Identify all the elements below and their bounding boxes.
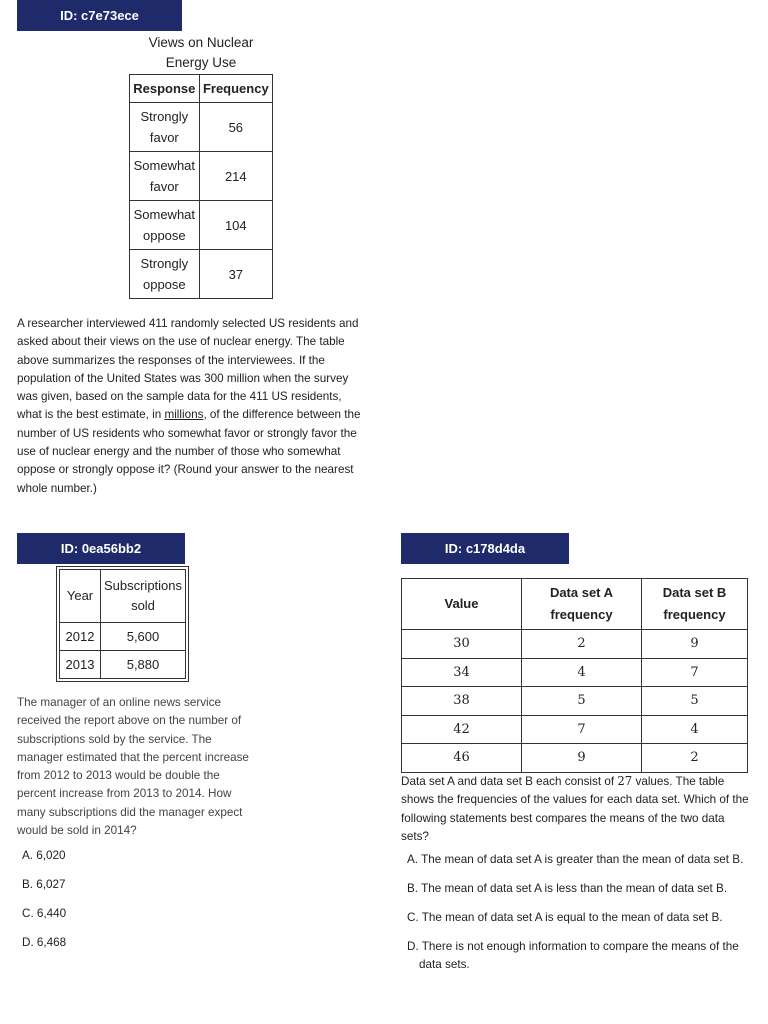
column-header: Subscriptions sold [101, 570, 186, 623]
sold-cell: 5,600 [101, 623, 186, 651]
value-cell: 38 [402, 687, 522, 716]
subscriptions-table [59, 569, 186, 679]
answer-choice-d[interactable]: D. There is not enough information to compare the means of the data sets. [407, 940, 739, 971]
inline-number: 27 [617, 774, 633, 788]
answer-choice-a[interactable]: A. The mean of data set A is greater than the mean of data set B. [407, 853, 744, 866]
column-header: Frequency [199, 75, 272, 103]
table-row [402, 744, 748, 773]
freq-a-cell: 7 [522, 715, 642, 744]
table-title [128, 33, 274, 73]
nuclear-views-table [129, 74, 273, 299]
column-header: Data set B frequency [642, 579, 748, 630]
freq-a-cell: 2 [522, 630, 642, 659]
table-row [130, 201, 273, 250]
question-id-badge: ID: c178d4da [401, 533, 569, 564]
column-header: Year [60, 570, 101, 623]
answer-choice-c[interactable]: C. 6,440 [22, 907, 67, 920]
frequency-cell: 214 [199, 152, 272, 201]
freq-b-cell: 4 [642, 715, 748, 744]
question-text: The manager of an online news service received the report above on the number of subscriptions sold by the service. The manager estimated that the percent increase from 2012 to 2013 would be double the percent increase from 2013 to 2014. How many subscriptions did the manager expect would be sold in 2014? [17, 696, 249, 838]
freq-b-cell: 2 [642, 744, 748, 773]
table-row [60, 651, 186, 679]
question-text: A researcher interviewed 411 randomly selected US residents and asked about their views on the use of nuclear energy. The table above summarizes the responses of the interviewees. If the population of the United States was 300 million when the survey was given, based on the sample data for the 411 US residents, what is the best estimate, in millions, of the difference between the number of US residents who somewhat favor or strongly favor the use of nuclear energy and the number of those who somewhat oppose or strongly oppose it? (Round your answer to the nearest whole number.) [17, 317, 361, 495]
question-id-badge: ID: c7e73ece [17, 0, 182, 31]
table-title-line: Energy Use [165, 55, 237, 70]
freq-a-cell: 4 [522, 658, 642, 687]
answer-choice-c[interactable]: C. The mean of data set A is equal to the mean of data set B. [407, 911, 723, 924]
response-cell: Strongly favor [130, 103, 200, 152]
frequency-cell: 37 [199, 250, 272, 299]
value-cell: 46 [402, 744, 522, 773]
frequency-cell: 56 [199, 103, 272, 152]
table-row [130, 152, 273, 201]
freq-b-cell: 5 [642, 687, 748, 716]
table-row [130, 103, 273, 152]
freq-a-cell: 9 [522, 744, 642, 773]
subscriptions-table-frame [56, 566, 189, 682]
year-cell: 2012 [60, 623, 101, 651]
frequency-cell: 104 [199, 201, 272, 250]
value-cell: 30 [402, 630, 522, 659]
answer-choice-b[interactable]: B. 6,027 [22, 878, 66, 891]
answer-choice-a[interactable]: A. 6,020 [22, 849, 66, 862]
freq-b-cell: 7 [642, 658, 748, 687]
table-row [402, 715, 748, 744]
value-cell: 42 [402, 715, 522, 744]
year-cell: 2013 [60, 651, 101, 679]
table-row [402, 658, 748, 687]
column-header: Value [402, 579, 522, 630]
response-cell: Strongly oppose [130, 250, 200, 299]
data-sets-table [401, 578, 748, 773]
sold-cell: 5,880 [101, 651, 186, 679]
underlined-word: millions [164, 408, 204, 422]
freq-a-cell: 5 [522, 687, 642, 716]
answer-choice-b[interactable]: B. The mean of data set A is less than the mean of data set B. [407, 882, 728, 895]
answer-choice-d[interactable]: D. 6,468 [22, 936, 67, 949]
table-title-line: Views on Nuclear [148, 35, 254, 50]
response-cell: Somewhat oppose [130, 201, 200, 250]
table-row [402, 687, 748, 716]
column-header: Response [130, 75, 200, 103]
table-row [402, 630, 748, 659]
response-cell: Somewhat favor [130, 152, 200, 201]
table-row [60, 623, 186, 651]
column-header: Data set A frequency [522, 579, 642, 630]
question-id-badge: ID: 0ea56bb2 [17, 533, 185, 564]
question-text: Data set A and data set B each consist of 27 values. The table shows the frequencies of the values for each data set. Which of the following statements best compares the means of the two data sets? [401, 774, 749, 843]
freq-b-cell: 9 [642, 630, 748, 659]
table-row [130, 250, 273, 299]
value-cell: 34 [402, 658, 522, 687]
